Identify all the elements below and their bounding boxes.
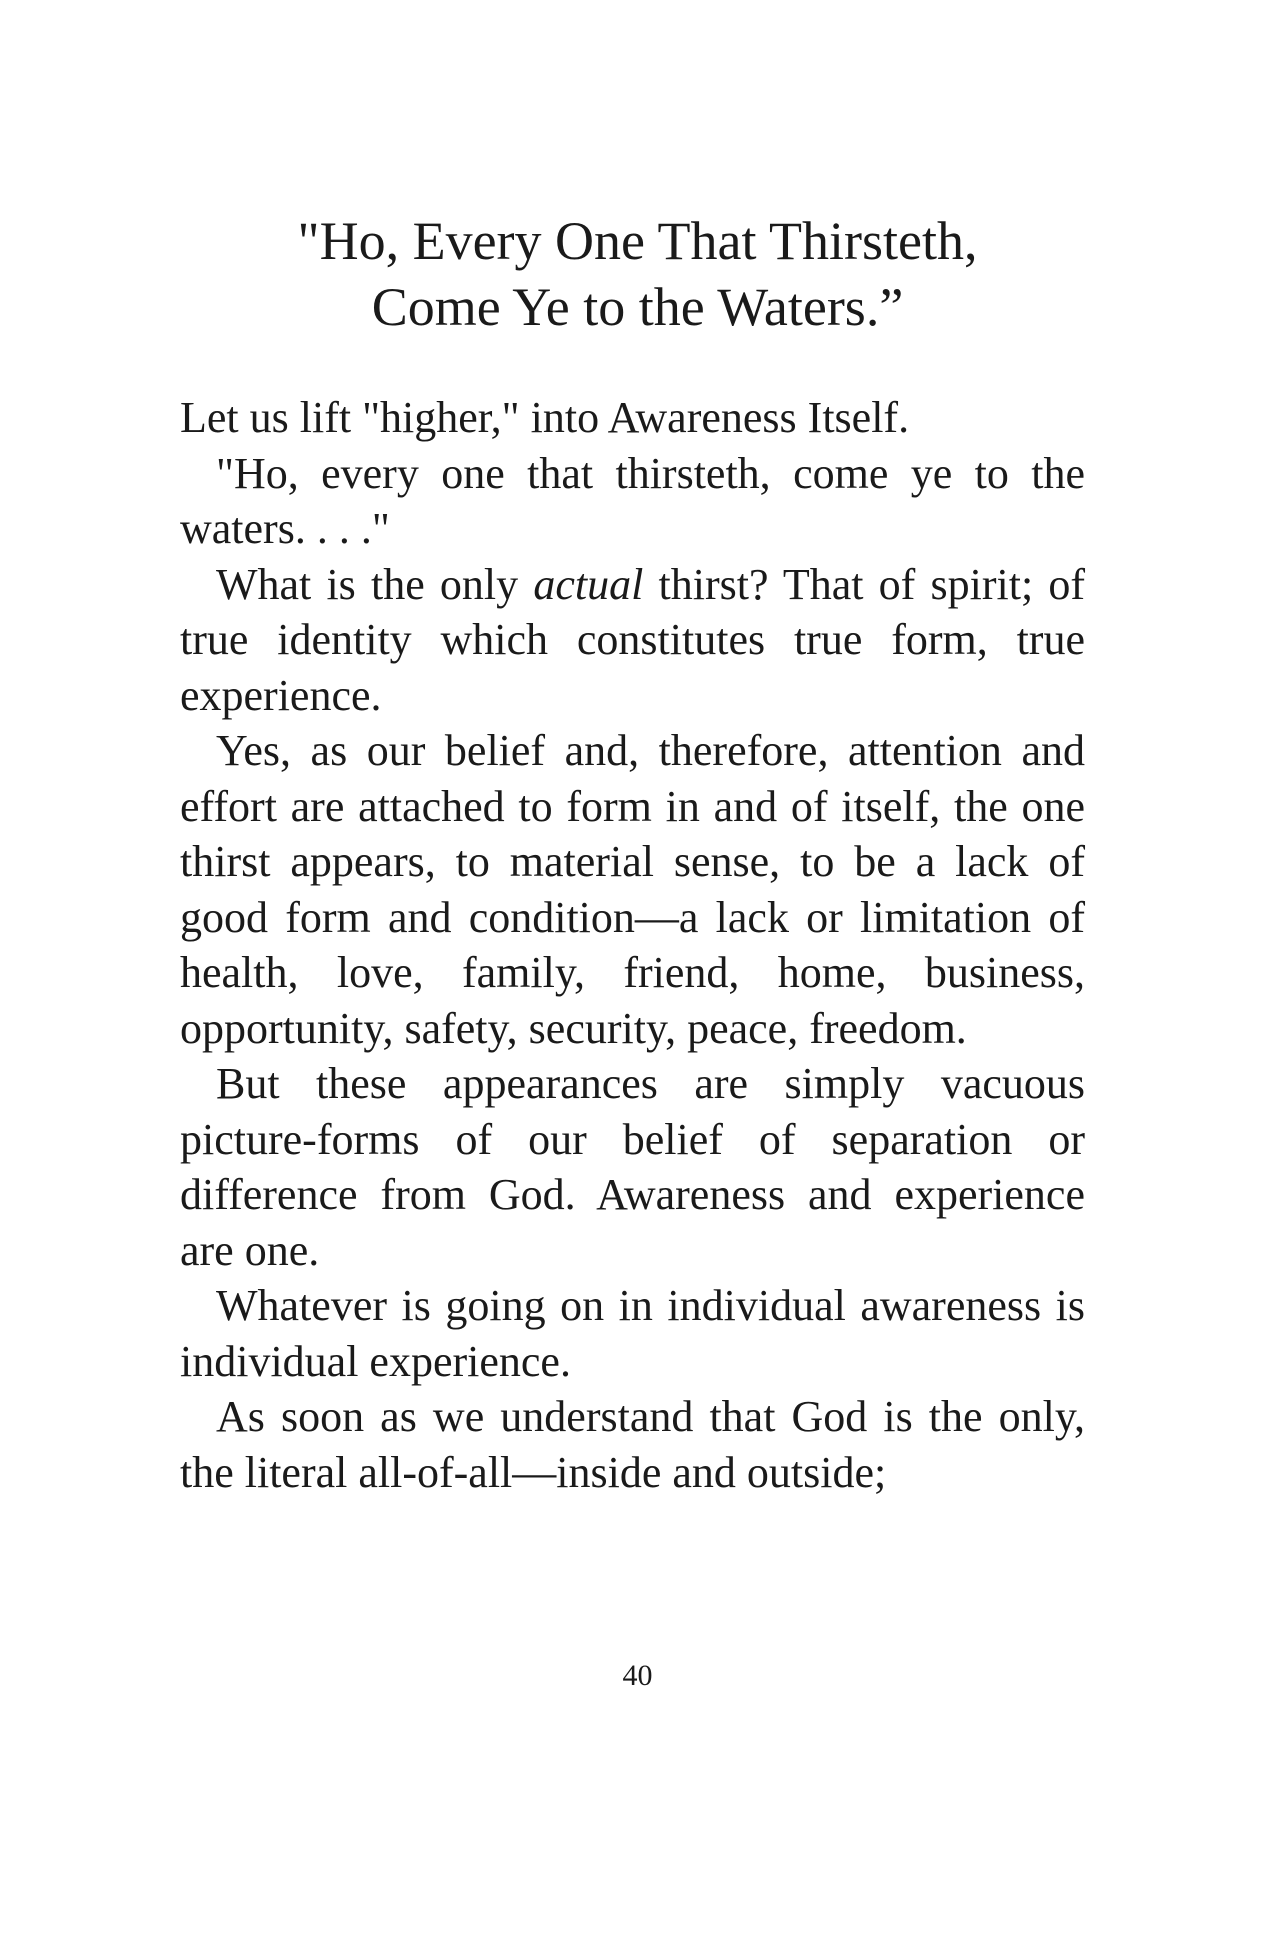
paragraph-5: But these appearances are simply vacuous picture-forms of our belief of separation or difference from God. Awareness and experience are one. — [180, 1059, 1085, 1275]
paragraph-3-before: What is the only — [216, 559, 534, 609]
chapter-title-line-1: "Ho, Every One That Thirsteth, — [297, 211, 978, 271]
paragraph-6: Whatever is going on in individual awareness is individual experience. — [180, 1281, 1085, 1386]
paragraph-4: Yes, as our belief and, therefore, attention and effort are attached to form in and of itself, the one thirst appears, to material sense, to be a lack of good form and condition—a lack or limitation of health, love, family, friend, home, business, opportunity, safety, security, peace, freedom. — [180, 726, 1085, 1053]
paragraph-3 — [180, 557, 1085, 724]
page-number: 40 — [622, 1659, 653, 1692]
chapter-title — [180, 208, 1095, 340]
paragraph-3-emphasis: actual — [533, 559, 644, 609]
chapter-title-line-2: Come Ye to the Waters.” — [371, 277, 904, 337]
paragraph-7: As soon as we understand that God is the only, the literal all-of-all—inside and outside; — [180, 1392, 1085, 1497]
body-text — [180, 390, 1085, 1500]
paragraph-3-after: thirst? That of spirit; of true identity which constitutes true form, true experience. — [180, 559, 1085, 720]
paragraph-1: Let us lift "higher," into Awareness Itself. — [180, 393, 910, 442]
paragraph-2: "Ho, every one that thirsteth, come ye to the waters. . . ." — [180, 448, 1085, 553]
